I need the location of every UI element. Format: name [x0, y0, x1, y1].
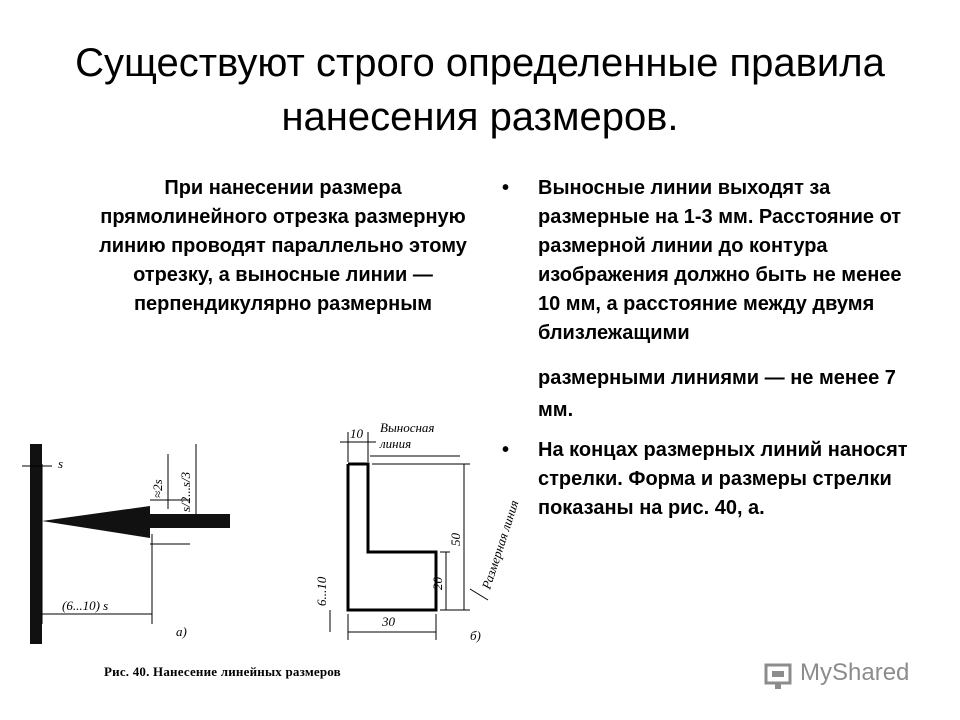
label-s25: s/2...s/3	[178, 471, 193, 512]
bullet-continuation: размерными линиями — не менее 7 мм.	[538, 367, 896, 421]
label-10: 10	[350, 426, 363, 441]
bullet-item	[500, 174, 920, 348]
bullet-text: Выносные линии выходят за размерные на 1-3 мм. Расстояние от размерной линии до контура изображения должно быть не менее 10 мм, а расстояние между двумя близлежащими	[538, 177, 902, 344]
label-50: 50	[448, 533, 463, 546]
left-paragraph: При нанесении размера прямолинейного отрезка размерную линию проводят параллельно этому отрезку, а выносные линии — перпендикулярно размерным	[99, 177, 467, 315]
label-s: s	[58, 456, 64, 471]
l-shape-contour	[348, 464, 436, 610]
bullet-text: На концах размерных линий наносят стрелки. Форма и размеры стрелки показаны на рис. 40, а.	[538, 439, 908, 519]
logo-icon	[762, 659, 794, 691]
bullet-list	[500, 174, 920, 523]
label-part-a: а)	[176, 624, 187, 639]
label-part-b: б)	[470, 628, 481, 643]
bullet-item	[500, 436, 920, 523]
label-dimension-line: Размерная линия	[478, 498, 522, 591]
label-20: 20	[430, 577, 445, 590]
label-extension-line-1: Выносная	[380, 420, 435, 435]
dimension-figure	[0, 414, 522, 694]
logo	[762, 655, 932, 695]
label-6-10: 6...10	[314, 576, 329, 606]
label-30: 30	[382, 614, 395, 629]
slide-title: Существуют строго определенные правила нанесения размеров.	[75, 41, 885, 139]
dimension-line-thick	[150, 514, 230, 528]
label-2s: ≈2s	[150, 479, 165, 498]
logo-text: MyShared	[800, 659, 910, 686]
bullet-marker: •	[502, 177, 510, 199]
label-length: (6...10) s	[62, 598, 109, 613]
arrow-head	[42, 506, 150, 538]
wall-bar	[30, 444, 42, 644]
bullet-marker: •	[502, 439, 510, 461]
figure-caption: Рис. 40. Нанесение линейных размеров	[104, 664, 341, 679]
label-extension-line-2: линия	[380, 436, 412, 451]
leader-dimension	[470, 589, 488, 600]
